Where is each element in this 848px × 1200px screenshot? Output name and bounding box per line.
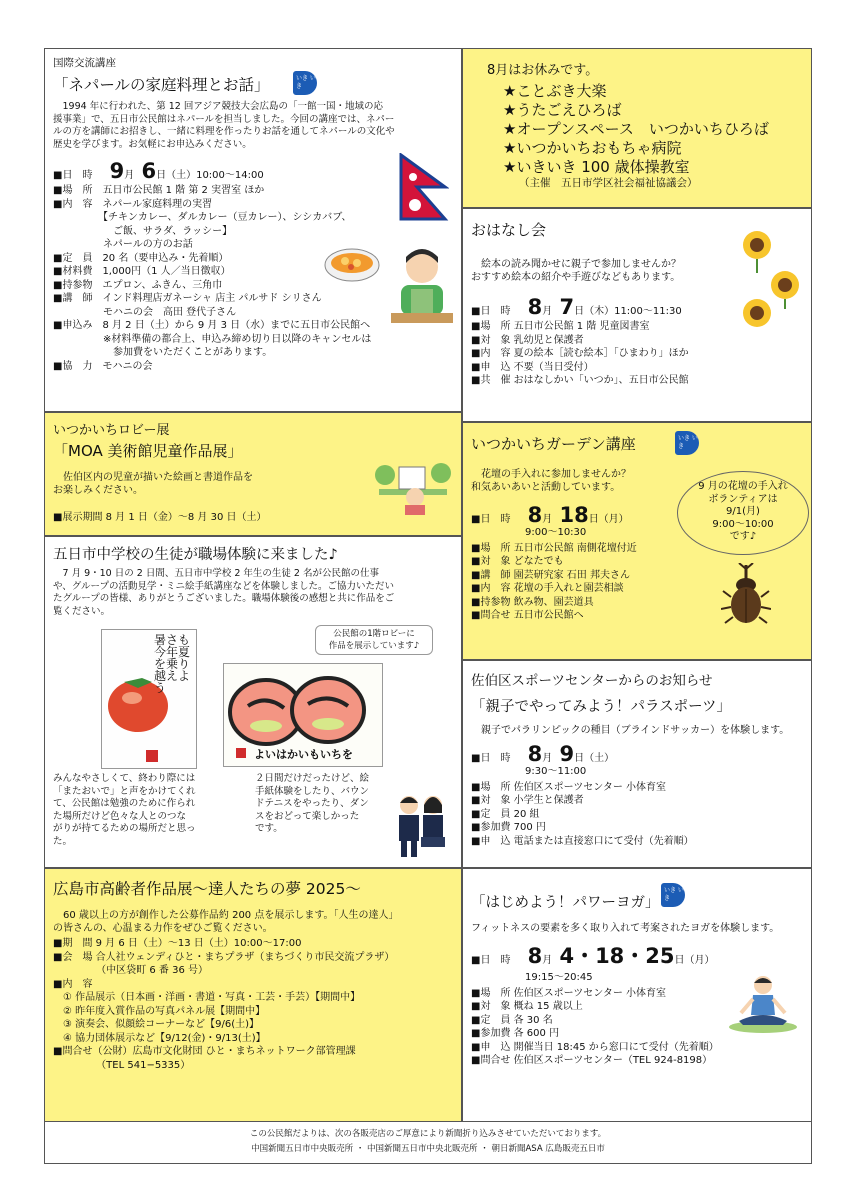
- postcard-text: よいはかいもいちを: [254, 748, 353, 761]
- event-date: ■日 時 9月 6日（土）10:00～14:00: [53, 159, 264, 183]
- detail-row: ※材料準備の都合上、申込み締め切り日以降のキャンセルは: [53, 333, 372, 345]
- detail-row: ■内 容 夏の絵本［読む絵本］「ひまわり」ほか: [471, 348, 689, 359]
- comment-line: た場所だけど色々な人とのつな: [53, 810, 187, 822]
- detail-row: ■内 容: [53, 978, 93, 990]
- text-line: や、グループの活動見学・ミニ絵手紙講座などを体験しました。ご協力いただい: [53, 580, 395, 592]
- callout-line: 公民館の1階ロビーに: [333, 629, 415, 639]
- detail-row: （中区袋町 6 番 36 号）: [53, 965, 208, 976]
- detail-row: ■申 込 不要（当日受付）: [471, 361, 594, 373]
- detail-row: ■対 象 乳幼児と保護者: [471, 334, 584, 346]
- detail-row: ■対 象 概ね 15 歳以上: [471, 1001, 583, 1012]
- bubble-line: 9/1(月): [726, 506, 760, 517]
- intro-line: 援事業」で、五日市公民館はネパールを担当しました。今回の講座では、ネパー: [53, 113, 395, 125]
- nepal-cooking-section: [44, 48, 462, 412]
- detail-row: ■対 象 小学生と保護者: [471, 795, 584, 806]
- student-comment-b: [255, 773, 385, 836]
- postcard-peaches: [223, 663, 383, 767]
- event-date: ■日 時 8月 9日（土）: [471, 742, 615, 766]
- closed-program-item: ★いきいき 100 歳体操教室: [503, 158, 690, 176]
- elders-details: [53, 937, 453, 1072]
- detail-row: 【チキンカレー、ダルカレー（豆カレー）、シシカバブ、: [53, 212, 352, 223]
- event-time: 9:30～11:00: [525, 766, 587, 777]
- nepal-flag-icon: [397, 153, 449, 223]
- closed-program-item: ★うたごえひろば: [503, 101, 622, 119]
- comment-line: て、公民館は勉強のために作られ: [53, 798, 196, 809]
- section-title: おはなし会: [471, 221, 547, 239]
- detail-row: ■問合せ 五日市公民館へ: [471, 610, 584, 621]
- detail-row: ④ 協力団体展示など【9/12(金)・9/13(土)】: [53, 1032, 266, 1044]
- student-comment-a: [53, 773, 233, 848]
- ikiiki-badge-icon: いき いき: [661, 883, 685, 907]
- beetle-icon: [721, 563, 771, 625]
- postcard-char: よ: [178, 669, 191, 683]
- comment-line: ドテニスをやったり、ダン: [255, 798, 369, 809]
- postcard-char: 夏: [178, 645, 191, 659]
- comment-line: た。: [53, 835, 73, 847]
- detail-row: ■定 員 20 組: [471, 808, 540, 820]
- detail-row: ■申 込 電話または直接窓口にて受付（先着順）: [471, 835, 694, 847]
- yoga-person-icon: [725, 973, 801, 1033]
- section-title: 「MOA 美術館児童作品展」: [53, 442, 243, 460]
- elders-exhibition-section: [44, 868, 462, 1122]
- detail-row: ■定 員 各 30 名: [471, 1014, 553, 1026]
- event-time: 9:00～10:30: [525, 527, 587, 538]
- detail-row: ■講 師 園芸研究家 石田 邦夫さん: [471, 569, 630, 581]
- comment-line: ２日間だけだったけど、絵: [255, 773, 370, 784]
- detail-row: ■問合せ（公財）広島市文化財団 ひと・まちネットワーク部管理課: [53, 1046, 356, 1057]
- detail-row: ■協 力 モハニの会: [53, 360, 153, 372]
- text-line: 和気あいあいと活動しています。: [471, 482, 621, 493]
- comment-line: がりが持てるための場所だと思っ: [53, 823, 196, 834]
- bubble-line: 9:00～10:00: [712, 518, 774, 530]
- intro-line: 1994 年に行われた、第 12 回アジア競技大会広島の「一館一国・地域の応: [53, 101, 383, 112]
- students-text: [53, 568, 453, 618]
- postcard-char: 越: [154, 669, 167, 683]
- child-painting-icon: [375, 453, 451, 517]
- section-kicker: 国際交流講座: [53, 57, 116, 69]
- detail-row: ■講 師 インド料理店ガネーシャ 店主 パルサド シリさん: [53, 293, 322, 304]
- text-line: 60 歳以上の方が創作した公募作品約 200 点を展示します。「人生の達人」: [53, 910, 399, 921]
- comment-line: 手紙体験をしたり、バウン: [255, 785, 370, 797]
- moa-exhibition-section: [44, 412, 462, 536]
- closed-programs-list: [487, 82, 799, 177]
- section-title: いつかいちガーデン講座: [471, 435, 636, 453]
- text-line: 佐伯区内の児童が描いた絵画と書道作品を: [53, 472, 253, 483]
- detail-row: ■対 象 どなたでも: [471, 556, 564, 567]
- august-closed-section: [462, 48, 812, 208]
- detail-row: ■会 場 合人社ウェンディひと・まちプラザ（まちづくり市民交流プラザ）: [53, 951, 395, 963]
- detail-row: ■問合せ 佐伯区スポーツセンター（TEL 924-8198）: [471, 1055, 713, 1066]
- postcard-char: え: [166, 669, 179, 683]
- intro-line: ルの方を講師にお招きし、一緒に料理を作ったりお話を通してネパールの文化や: [53, 126, 395, 137]
- detail-row: ご飯、サラダ、ラッシー】: [53, 225, 233, 237]
- postcard-tomato: [101, 629, 197, 769]
- bubble-line: ボランティアは: [708, 493, 778, 505]
- postcard-char: を: [154, 657, 167, 671]
- detail-row: ■場 所 佐伯区スポーツセンター 小体育室: [471, 781, 667, 793]
- detail-row: ■申込み 8 月 2 日（土）から 9 月 3 日（水）までに五日市公民館へ: [53, 320, 371, 331]
- exhibition-period: ■展示期間 8 月 1 日（金）～8 月 30 日（土）: [53, 512, 267, 523]
- postcard-char: り: [178, 657, 191, 671]
- detail-row: ■内 容 花壇の手入れと園芸相談: [471, 583, 624, 594]
- text-line: たグループの皆様、ありがとうございました。職場体験後の感想と共に作品をご: [53, 593, 395, 604]
- intro-text: [53, 101, 453, 151]
- postcard-char: 年: [166, 645, 179, 659]
- curry-bowl-icon: [323, 245, 381, 285]
- section-title: 「ネパールの家庭料理とお話」: [53, 76, 270, 94]
- event-date: ■日 時 8月 18日（月）: [471, 503, 629, 527]
- ikiiki-badge-icon: いき いき: [293, 71, 317, 95]
- callout-line: 作品を展示しています♪: [328, 641, 420, 651]
- text-line: 7 月 9・10 日の 2 日間、五日市中学校 2 年生の生徒 2 名が公民館の仕事: [53, 568, 379, 579]
- bubble-line: 9 月の花壇の手入れ: [698, 481, 788, 492]
- detail-row: ■場 所 五日市公民館 南側花壇付近: [471, 542, 637, 554]
- event-time: 19:15～20:45: [525, 972, 593, 983]
- detail-row: ■持参物 エプロン、ふきん、三角巾: [53, 279, 223, 291]
- section-title: 五日市中学校の生徒が職場体験に来ました♪: [53, 547, 338, 563]
- student-work-experience-section: [44, 536, 462, 868]
- text-line: お楽しみください。: [53, 485, 143, 496]
- detail-row: ■場 所 五日市公民館 1 階 児童図書室: [471, 321, 650, 332]
- text-line: おすすめ絵本の紹介や手遊びなどもあります。: [471, 272, 681, 283]
- postcard-char: う: [154, 681, 167, 695]
- para-sports-section: [462, 660, 812, 868]
- detail-row: ② 昨年度入賞作品の写真パネル展【期間中】: [53, 1005, 266, 1017]
- closed-program-item: ★オープンスペース いつかいちひろば: [503, 120, 769, 138]
- footer-line-1: この公民館だよりは、次の各販売店のご厚意により新聞折り込みさせていただいております。: [249, 1129, 607, 1139]
- postcard-char: 乗: [166, 657, 179, 671]
- event-date: ■日 時 8月 4・18・25日（月）: [471, 944, 715, 968]
- detail-row: ■場 所 五日市公民館 1 階 第 2 実習室 ほか: [53, 185, 265, 196]
- comment-line: みんなやさしくて、終わり際には: [53, 773, 196, 784]
- postcard-text: [154, 634, 192, 694]
- text-line: の皆さんの、心温まる力作をぜひご覧ください。: [53, 923, 273, 934]
- postcard-char: さ: [166, 633, 179, 647]
- detail-row: ■材料費 1,000円（1 人／当日徴収）: [53, 266, 231, 277]
- closed-program-item: ★ことぶき大楽: [503, 82, 607, 100]
- text-line: 絵本の読み聞かせに親子で参加しませんか？: [471, 259, 681, 270]
- section-kicker: 佐伯区スポーツセンターからのお知らせ: [471, 673, 713, 689]
- event-date: ■日 時 8月 7日（木）11:00～11:30: [471, 295, 682, 319]
- detail-row: ■参加費 700 円: [471, 822, 546, 833]
- garden-course-section: [462, 422, 812, 660]
- volunteer-bubble: [677, 471, 809, 555]
- detail-row: ■内 容 ネパール家庭料理の実習: [53, 198, 213, 210]
- footer-line-2: 中国新聞五日市中央販売所 ・ 中国新聞五日市中央北販売所 ・ 朝日新聞ASA 広島販売五日市: [251, 1144, 605, 1154]
- detail-row: ③ 演奏会、似顔絵コーナーなど【9/6(土)】: [53, 1019, 260, 1030]
- event-details: [471, 781, 803, 849]
- organizer-note: （主催 五日市学区社会福祉協議会）: [519, 177, 698, 189]
- detail-row: ■定 員 20 名（要申込み・先着順）: [53, 252, 229, 264]
- elders-intro: [53, 909, 453, 935]
- sunflower-icon: [731, 225, 807, 335]
- detail-row: ① 作品展示（日本画・洋画・書道・写真・工芸・手芸）【期間中】: [53, 992, 361, 1003]
- postcard-char: 暑: [154, 633, 167, 647]
- section-kicker: いつかいちロビー展: [53, 423, 170, 438]
- power-yoga-section: [462, 868, 812, 1122]
- comment-line: です。: [255, 823, 283, 834]
- detail-row: ■場 所 佐伯区スポーツセンター 小体育室: [471, 987, 667, 999]
- section-title: 広島市高齢者作品展～達人たちの夢 2025～: [53, 880, 361, 898]
- detail-row: ■申 込 開催当日 18:45 から窓口にて受付（先着順）: [471, 1041, 719, 1053]
- detail-row: モハニの会 高田 登代子さん: [53, 306, 237, 318]
- display-callout: [315, 625, 433, 655]
- section-title: 「親子でやってみよう！パラスポーツ」: [471, 699, 731, 715]
- detail-row: ■共 催 おはなしかい「いつか」、五日市公民館: [471, 375, 689, 386]
- bubble-line: です♪: [729, 531, 757, 542]
- cooking-person-icon: [389, 245, 455, 327]
- text-line: 花壇の手入れに参加しませんか？: [471, 469, 631, 480]
- detail-row: ■期 間 9 月 6 日（土）～13 日（土）10:00～17:00: [53, 938, 302, 949]
- postcard-char: も: [178, 633, 191, 647]
- ikiiki-badge-icon: いき いき: [675, 431, 699, 455]
- section-title: 8月はお休みです。: [487, 63, 599, 78]
- detail-row: ■持参物 飲み物、園芸道具: [471, 596, 594, 608]
- yoga-text: フィットネスの要素を多く取り入れて考案されたヨガを体験します。: [471, 923, 780, 934]
- section-title: 「はじめよう！パワーヨガ」: [471, 895, 660, 911]
- detail-row: 参加費をいただくことがあります。: [53, 347, 273, 358]
- comment-line: 「またおいで」と声をかけてくれ: [53, 785, 196, 797]
- detail-row: （TEL 541−5335）: [53, 1059, 191, 1071]
- comment-line: スをおどって楽しかった: [255, 810, 360, 822]
- sports-text: 親子でパラリンピックの種目（ブラインドサッカー）を体験します。: [471, 725, 790, 736]
- closed-program-item: ★いつかいちおもちゃ病院: [503, 139, 682, 157]
- students-icon: [391, 793, 451, 861]
- text-line: 覧ください。: [53, 605, 111, 617]
- intro-line: 歴史を学びます。お気軽にお申込みください。: [53, 138, 252, 150]
- detail-row: ■参加費 各 600 円: [471, 1028, 560, 1039]
- detail-row: ネパールの方のお話: [53, 239, 193, 250]
- storytime-section: [462, 208, 812, 422]
- footer-notice: [44, 1122, 812, 1164]
- postcard-char: 今: [154, 645, 167, 659]
